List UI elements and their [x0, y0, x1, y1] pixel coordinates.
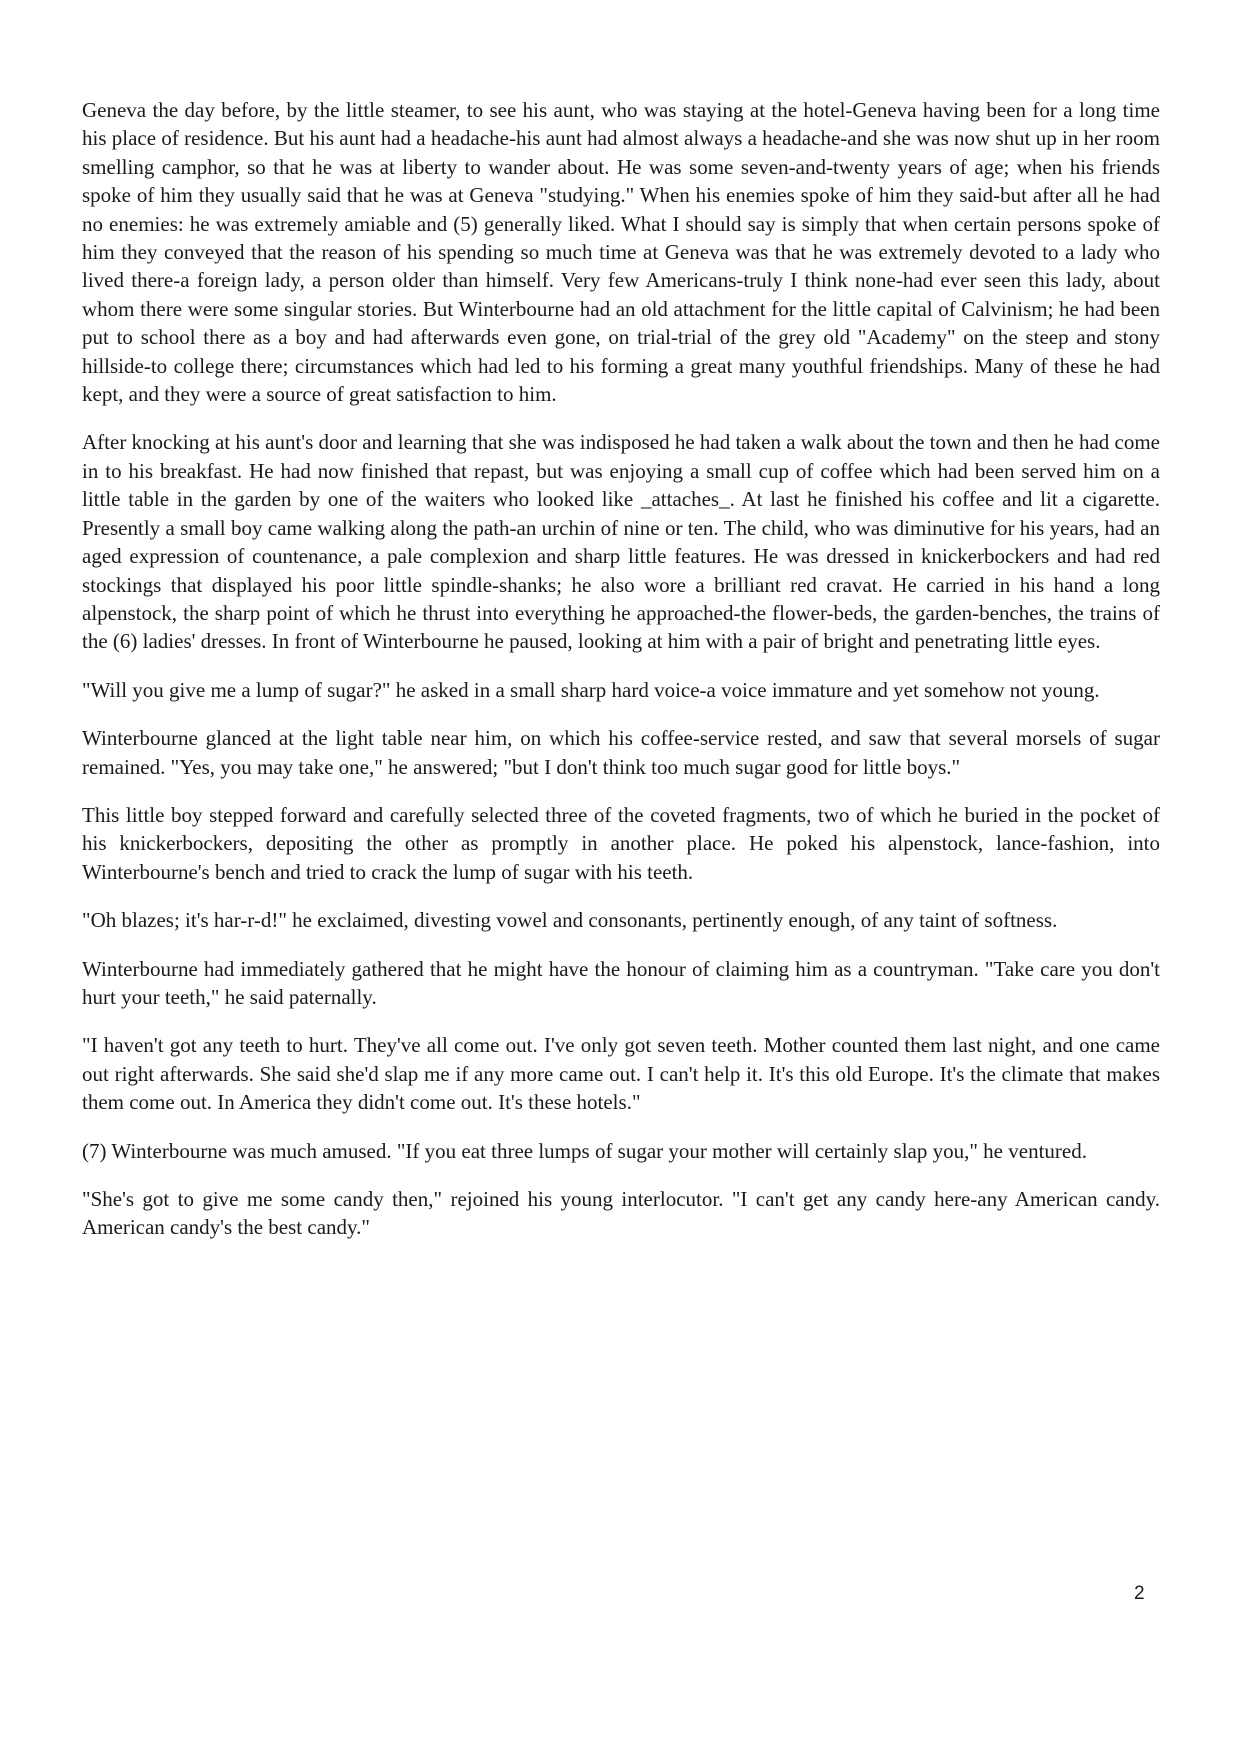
paragraph-8: "I haven't got any teeth to hurt. They've all come out. I've only got seven teeth. Mother counted them last night, and one came out right afterwards. She said she'd slap me if any more came out. I can't help it. It's this old Europe. It's the climate that makes them come out. In America they didn't come out. It's these hotels.": [82, 1033, 1160, 1115]
paragraph-4: Winterbourne glanced at the light table near him, on which his coffee-service rested, and saw that several morsels of sugar remained. "Yes, you may take one," he answered; "but I don't think too much sugar good for little boys.": [82, 726, 1160, 779]
paragraph-1: Geneva the day before, by the little steamer, to see his aunt, who was staying at the hotel-Geneva having been for a long time his place of residence. But his aunt had a headache-his aunt had almost always a headache-and she was now shut up in her room smelling camphor, so that he was at liberty to wander about. He was some seven-and-twenty years of age; when his friends spoke of him they usually said that he was at Geneva "studying." When his enemies spoke of him they said-but after all he had no enemies: he was extremely amiable and (5) generally liked. What I should say is simply that when certain persons spoke of him they conveyed that the reason of his spending so much time at Geneva was that he was extremely devoted to a lady who lived there-a foreign lady, a person older than himself. Very few Americans-truly I think none-had ever seen this lady, about whom there were some singular stories. But Winterbourne had an old attachment for the little capital of Calvinism; he had been put to school there as a boy and had afterwards even gone, on trial-trial of the grey old "Academy" on the steep and stony hillside-to college there; circumstances which had led to his forming a great many youthful friendships. Many of these he had kept, and they were a source of great satisfaction to him.: [82, 98, 1160, 407]
body-text: [82, 96, 1160, 1262]
paragraph-5: This little boy stepped forward and carefully selected three of the coveted fragments, two of which he buried in the pocket of his knickerbockers, depositing the other as promptly in another place. He poked his alpenstock, lance-fashion, into Winterbourne's bench and tried to crack the lump of sugar with his teeth.: [82, 802, 1160, 884]
paragraph-7: Winterbourne had immediately gathered that he might have the honour of claiming him as a countryman. "Take care you don't hurt your teeth," he said paternally.: [82, 956, 1160, 1009]
paragraph-10: "She's got to give me some candy then," rejoined his young interlocutor. "I can't get any candy here-any American candy. American candy's the best candy.": [82, 1187, 1160, 1240]
page-number: 2: [1134, 1583, 1145, 1604]
paragraph-9: (7) Winterbourne was much amused. "If you eat three lumps of sugar your mother will certainly slap you," he ventured.: [82, 1138, 1087, 1163]
paragraph-3: "Will you give me a lump of sugar?" he asked in a small sharp hard voice-a voice immature and yet somehow not young.: [82, 677, 1100, 702]
paragraph-6: "Oh blazes; it's har-r-d!" he exclaimed, divesting vowel and consonants, pertinently enough, of any taint of softness.: [82, 908, 1058, 933]
paragraph-2: After knocking at his aunt's door and learning that she was indisposed he had taken a walk about the town and then he had come in to his breakfast. He had now finished that repast, but was enjoying a small cup of coffee which had been served him on a little table in the garden by one of the waiters who looked like _attaches_. At last he finished his coffee and lit a cigarette. Presently a small boy came walking along the path-an urchin of nine or ten. The child, who was diminutive for his years, had an aged expression of countenance, a pale complexion and sharp little features. He was dressed in knickerbockers and had red stockings that displayed his poor little spindle-shanks; he also wore a brilliant red cravat. He carried in his hand a long alpenstock, the sharp point of which he thrust into everything he approached-the flower-beds, the garden-benches, the trains of the (6) ladies' dresses. In front of Winterbourne he paused, looking at him with a pair of bright and penetrating little eyes.: [82, 430, 1160, 654]
